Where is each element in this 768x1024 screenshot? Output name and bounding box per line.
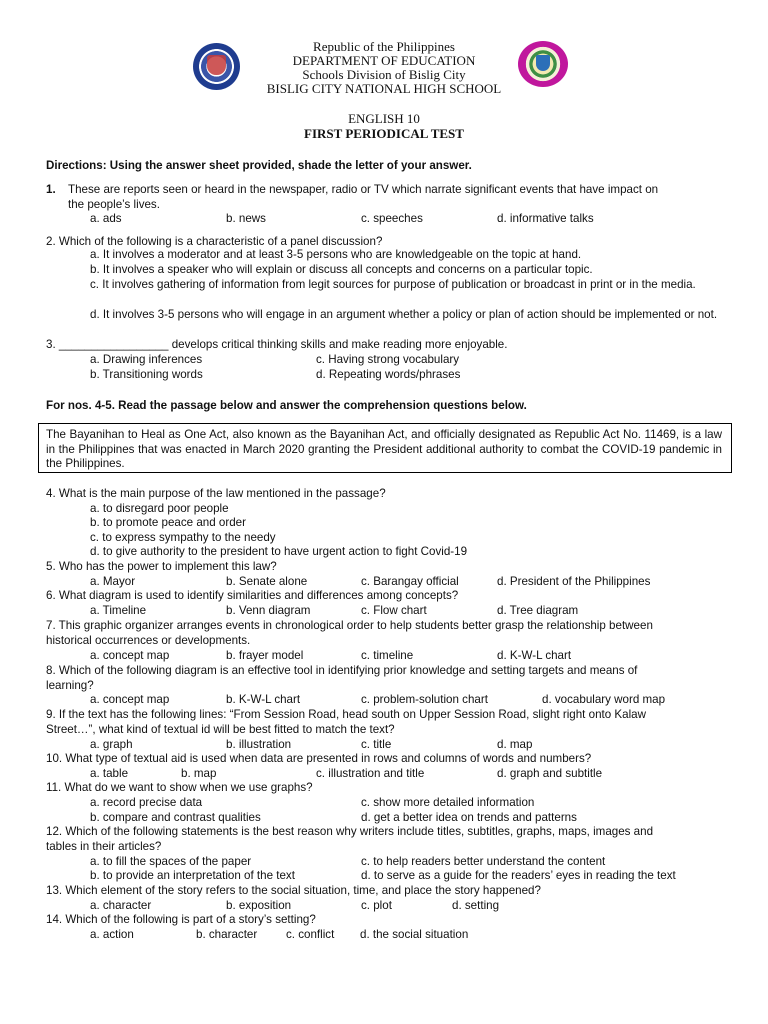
header-department: DEPARTMENT OF EDUCATION: [292, 53, 476, 68]
passage-instruction: For nos. 4-5. Read the passage below and answer the comprehension questions below.: [46, 399, 527, 412]
header-school: BISLIG CITY NATIONAL HIGH SCHOOL: [266, 81, 502, 96]
q14-choice-c: c. conflict: [286, 928, 335, 941]
q9-choice-a: a. graph: [90, 738, 133, 751]
q4-choice-d: d. to give authority to the president to have urgent action to fight Covid-19: [90, 545, 468, 558]
q1-choice-d: d. informative talks: [497, 212, 594, 225]
q13-choice-c: c. plot: [361, 899, 392, 912]
q3-choice-b: b. Transitioning words: [90, 368, 203, 381]
q7-line2: historical occurrences or developments.: [46, 634, 251, 647]
q14-question: 14. Which of the following is part of a story’s setting?: [46, 913, 316, 926]
q3-choice-c: c. Having strong vocabulary: [316, 353, 460, 366]
q1-choice-b: b. news: [226, 212, 266, 225]
subject-title: ENGLISH 10: [348, 111, 420, 126]
q5-question: 5. Who has the power to implement this law?: [46, 560, 277, 573]
q6-choice-b: b. Venn diagram: [226, 604, 311, 617]
q4-question: 4. What is the main purpose of the law mentioned in the passage?: [46, 487, 386, 500]
q1-line2: the people’s lives.: [68, 198, 160, 211]
q10-choice-d: d. graph and subtitle: [497, 767, 603, 780]
test-title: FIRST PERIODICAL TEST: [304, 126, 464, 141]
q12-choice-c: c. to help readers better understand the content: [361, 855, 606, 868]
q13-question: 13. Which element of the story refers to the social situation, time, and place the story happened?: [46, 884, 541, 897]
q9-line1: 9. If the text has the following lines: “From Session Road, head south on Upper Session Road, slight right onto Kalaw: [46, 708, 646, 721]
q2-question: 2. Which of the following is a characteristic of a panel discussion?: [46, 235, 383, 248]
q14-choice-d: d. the social situation: [360, 928, 469, 941]
q12-line2: tables in their articles?: [46, 840, 162, 853]
q12-choice-a: a. to fill the spaces of the paper: [90, 855, 252, 868]
q6-question: 6. What diagram is used to identify similarities and differences among concepts?: [46, 589, 459, 602]
q5-choice-b: b. Senate alone: [226, 575, 308, 588]
header-division: Schools Division of Bislig City: [302, 67, 466, 82]
q7-choice-d: d. K-W-L chart: [497, 649, 572, 662]
q13-choice-b: b. exposition: [226, 899, 292, 912]
q4-choice-c: c. to express sympathy to the needy: [90, 531, 276, 544]
q1-choice-a: a. ads: [90, 212, 122, 225]
q10-choice-b: b. map: [181, 767, 217, 780]
q5-choice-c: c. Barangay official: [361, 575, 459, 588]
q12-line1: 12. Which of the following statements is the best reason why writers include titles, subtitles, graphs, maps, images and: [46, 825, 654, 838]
q9-choice-d: d. map: [497, 738, 533, 751]
q7-choice-a: a. concept map: [90, 649, 170, 662]
q4-choice-b: b. to promote peace and order: [90, 516, 246, 529]
q1-line1: These are reports seen or heard in the newspaper, radio or TV which narrate significant events that have impact on: [68, 183, 659, 196]
q8-choice-d: d. vocabulary word map: [542, 693, 666, 706]
q7-line1: 7. This graphic organizer arranges events in chronological order to help students better grasp the relationship between: [46, 619, 653, 632]
q2-choice-b: b. It involves a speaker who will explain or discuss all concepts and concerns on a particular topic.: [90, 263, 593, 276]
q10-question: 10. What type of textual aid is used when data are presented in rows and columns of words and numbers?: [46, 752, 592, 765]
q8-choice-b: b. K-W-L chart: [226, 693, 301, 706]
q11-choice-c: c. show more detailed information: [361, 796, 535, 809]
q3-choice-a: a. Drawing inferences: [90, 353, 203, 366]
header-republic: Republic of the Philippines: [313, 39, 455, 54]
q12-choice-b: b. to provide an interpretation of the text: [90, 869, 295, 882]
q10-choice-c: c. illustration and title: [316, 767, 425, 780]
q7-choice-c: c. timeline: [361, 649, 414, 662]
q6-choice-d: d. Tree diagram: [497, 604, 579, 617]
q3-choice-d: d. Repeating words/phrases: [316, 368, 461, 381]
q9-choice-b: b. illustration: [226, 738, 292, 751]
q13-choice-d: d. setting: [452, 899, 500, 912]
q3-question: 3. _________________ develops critical thinking skills and make reading more enjoyable.: [46, 338, 508, 351]
q9-choice-c: c. title: [361, 738, 392, 751]
q2-choice-a: a. It involves a moderator and at least 3-5 persons who are knowledgeable on the topic at hand.: [90, 248, 582, 261]
q14-choice-a: a. action: [90, 928, 134, 941]
q5-choice-a: a. Mayor: [90, 575, 136, 588]
q8-line1: 8. Which of the following diagram is an effective tool in identifying prior knowledge and setting targets and means of: [46, 664, 638, 677]
q12-choice-d: d. to serve as a guide for the readers’ eyes in reading the text: [361, 869, 676, 882]
directions: Directions: Using the answer sheet provided, shade the letter of your answer.: [46, 159, 472, 172]
q1-number: 1.: [46, 183, 56, 196]
q11-choice-d: d. get a better idea on trends and patterns: [361, 811, 577, 824]
q8-choice-c: c. problem-solution chart: [361, 693, 488, 706]
q13-choice-a: a. character: [90, 899, 152, 912]
q8-line2: learning?: [46, 679, 94, 692]
q7-choice-b: b. frayer model: [226, 649, 304, 662]
q8-choice-a: a. concept map: [90, 693, 170, 706]
q4-choice-a: a. to disregard poor people: [90, 502, 229, 515]
q6-choice-a: a. Timeline: [90, 604, 147, 617]
q6-choice-c: c. Flow chart: [361, 604, 427, 617]
q2-choice-c: c. It involves gathering of information from legit sources for purpose of publication or broadcast in print or in the media.: [90, 278, 696, 291]
q2-choice-d: d. It involves 3-5 persons who will engage in an argument whether a policy or plan of action should be implemented or not.: [90, 308, 718, 321]
q10-choice-a: a. table: [90, 767, 129, 780]
q9-line2: Street…”, what kind of textual id will be best fitted to match the text?: [46, 723, 395, 736]
q11-choice-b: b. compare and contrast qualities: [90, 811, 261, 824]
q11-choice-a: a. record precise data: [90, 796, 203, 809]
q1-choice-c: c. speeches: [361, 212, 423, 225]
q14-choice-b: b. character: [196, 928, 258, 941]
passage-text: The Bayanihan to Heal as One Act, also known as the Bayanihan Act, and officially designated as Republic Act No. 11469, is a law in the Philippines that was enacted in March 2020 granting the President additional authority to combat the COVID-19 pandemic in the Philippines.: [46, 428, 722, 470]
q5-choice-d: d. President of the Philippines: [497, 575, 651, 588]
q11-question: 11. What do we want to show when we use graphs?: [46, 781, 313, 794]
